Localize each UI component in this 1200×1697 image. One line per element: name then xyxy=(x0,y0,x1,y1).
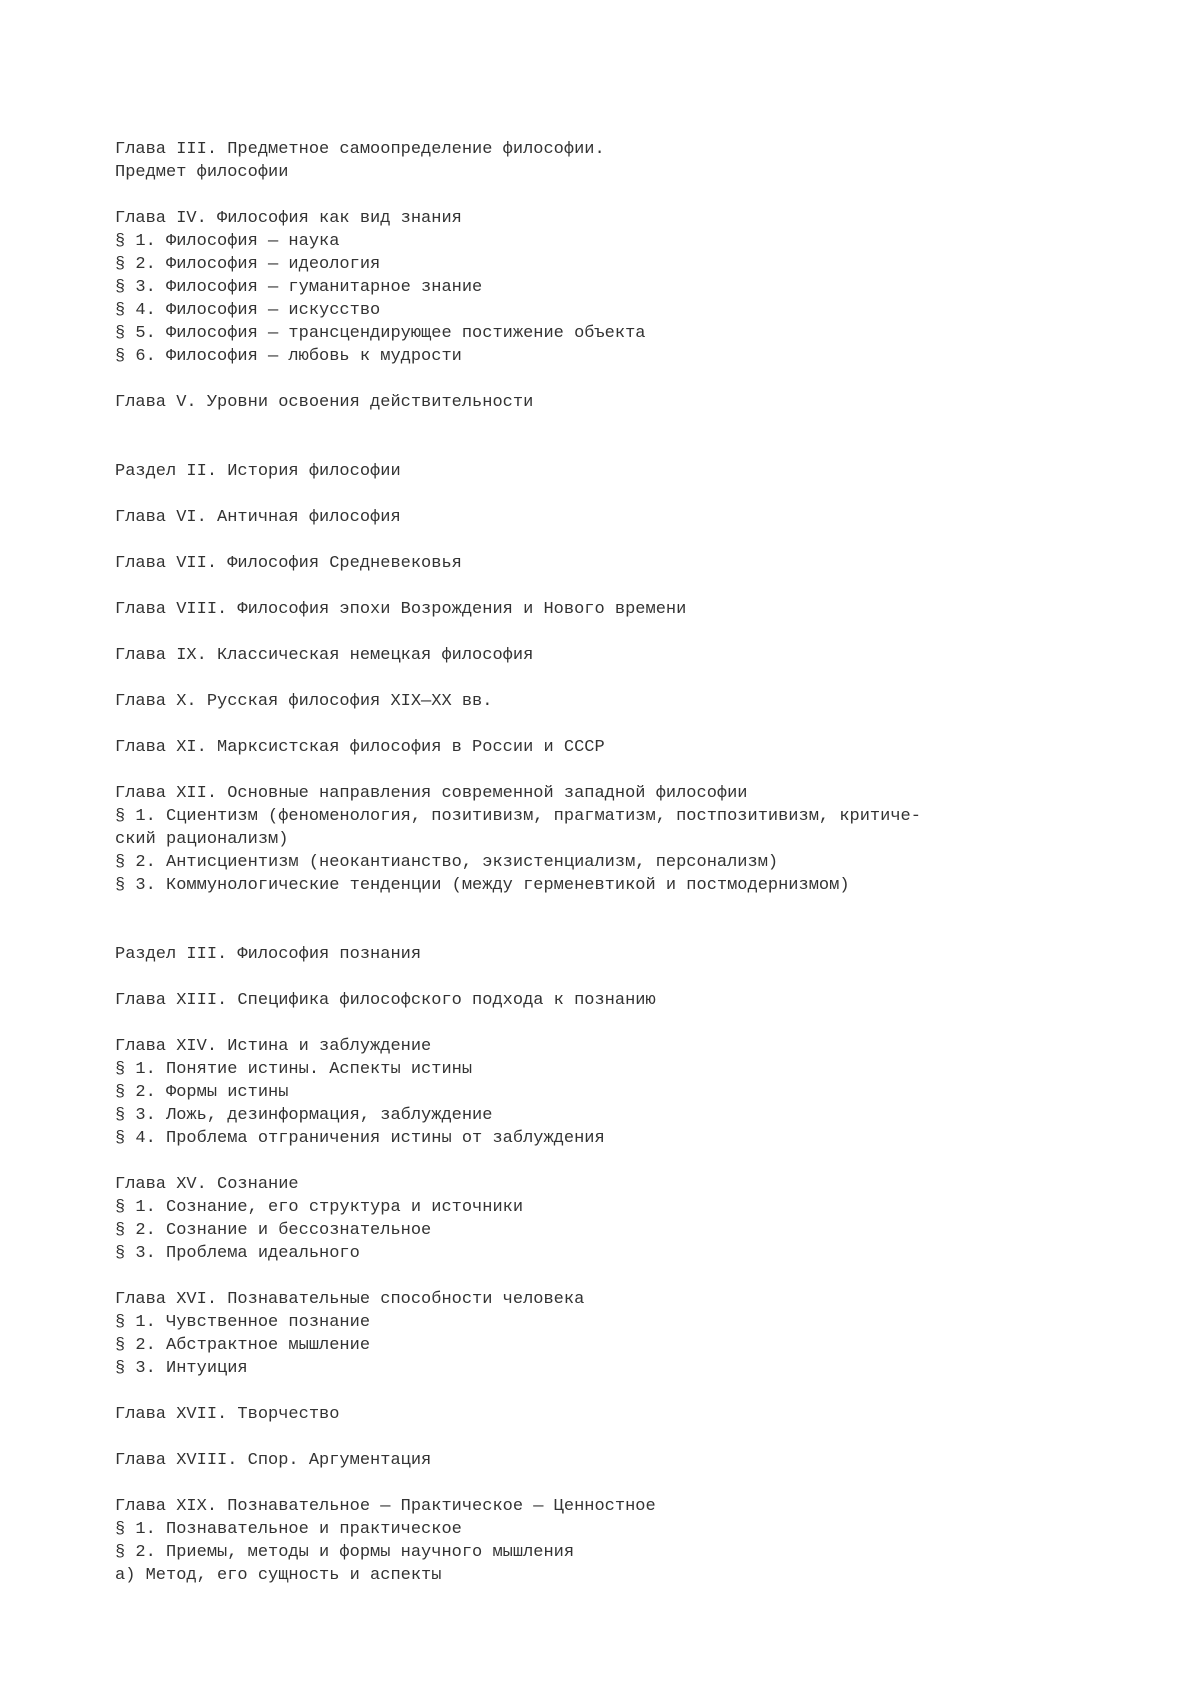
chapter-12-section-1-line-2: ский рационализм) xyxy=(115,830,289,849)
chapter-6-heading: Глава VI. Античная философия xyxy=(115,508,401,527)
chapter-4-section-2: § 2. Философия — идеология xyxy=(115,255,381,274)
chapter-15-heading: Глава XV. Сознание xyxy=(115,1175,299,1194)
chapter-19-subitem-a: а) Метод, его сущность и аспекты xyxy=(115,1566,442,1585)
chapter-4-section-5: § 5. Философия — трансцендирующее постижение объекта xyxy=(115,324,646,343)
chapter-16-section-3: § 3. Интуиция xyxy=(115,1359,248,1378)
document-page xyxy=(115,138,1165,1587)
chapter-9-heading: Глава IX. Классическая немецкая философия xyxy=(115,646,534,665)
chapter-4-section-4: § 4. Философия — искусство xyxy=(115,301,381,320)
chapter-19-section-1: § 1. Познавательное и практическое xyxy=(115,1520,462,1539)
chapter-15-section-3: § 3. Проблема идеального xyxy=(115,1244,360,1263)
chapter-14-section-1: § 1. Понятие истины. Аспекты истины xyxy=(115,1060,473,1079)
chapter-14-section-4: § 4. Проблема отграничения истины от заблуждения xyxy=(115,1129,605,1148)
chapter-8-heading: Глава VIII. Философия эпохи Возрождения и Нового времени xyxy=(115,600,687,619)
chapter-12-heading: Глава XII. Основные направления современной западной философии xyxy=(115,784,748,803)
chapter-4-section-6: § 6. Философия — любовь к мудрости xyxy=(115,347,462,366)
chapter-4-section-1: § 1. Философия — наука xyxy=(115,232,340,251)
chapter-10-heading: Глава X. Русская философия XIX—XX вв. xyxy=(115,692,493,711)
chapter-18-heading: Глава XVIII. Спор. Аргументация xyxy=(115,1451,432,1470)
chapter-19-heading: Глава XIX. Познавательное — Практическое — Ценностное xyxy=(115,1497,656,1516)
section-3-heading: Раздел III. Философия познания xyxy=(115,945,422,964)
chapter-12-section-1-line-1: § 1. Сциентизм (феноменология, позитивизм, прагматизм, постпозитивизм, критиче- xyxy=(115,807,921,826)
chapter-16-section-2: § 2. Абстрактное мышление xyxy=(115,1336,371,1355)
chapter-12-section-3: § 3. Коммунологические тенденции (между герменевтикой и постмодернизмом) xyxy=(115,876,850,895)
chapter-15-section-2: § 2. Сознание и бессознательное xyxy=(115,1221,432,1240)
chapter-16-section-1: § 1. Чувственное познание xyxy=(115,1313,371,1332)
section-2-heading: Раздел II. История философии xyxy=(115,462,401,481)
chapter-15-section-1: § 1. Сознание, его структура и источники xyxy=(115,1198,524,1217)
chapter-19-section-2: § 2. Приемы, методы и формы научного мышления xyxy=(115,1543,575,1562)
chapter-17-heading: Глава XVII. Творчество xyxy=(115,1405,340,1424)
chapter-14-heading: Глава XIV. Истина и заблуждение xyxy=(115,1037,432,1056)
chapter-14-section-2: § 2. Формы истины xyxy=(115,1083,289,1102)
chapter-13-heading: Глава XIII. Специфика философского подхода к познанию xyxy=(115,991,656,1010)
chapter-3-heading-line-1: Глава III. Предметное самоопределение философии. xyxy=(115,140,605,159)
chapter-5-heading: Глава V. Уровни освоения действительности xyxy=(115,393,534,412)
chapter-12-section-2: § 2. Антисциентизм (неокантианство, экзистенциализм, персонализм) xyxy=(115,853,779,872)
chapter-16-heading: Глава XVI. Познавательные способности человека xyxy=(115,1290,585,1309)
chapter-11-heading: Глава XI. Марксистская философия в России и СССР xyxy=(115,738,605,757)
chapter-14-section-3: § 3. Ложь, дезинформация, заблуждение xyxy=(115,1106,493,1125)
chapter-7-heading: Глава VII. Философия Средневековья xyxy=(115,554,462,573)
chapter-4-section-3: § 3. Философия — гуманитарное знание xyxy=(115,278,483,297)
chapter-3-heading-line-2: Предмет философии xyxy=(115,163,289,182)
chapter-4-heading: Глава IV. Философия как вид знания xyxy=(115,209,462,228)
